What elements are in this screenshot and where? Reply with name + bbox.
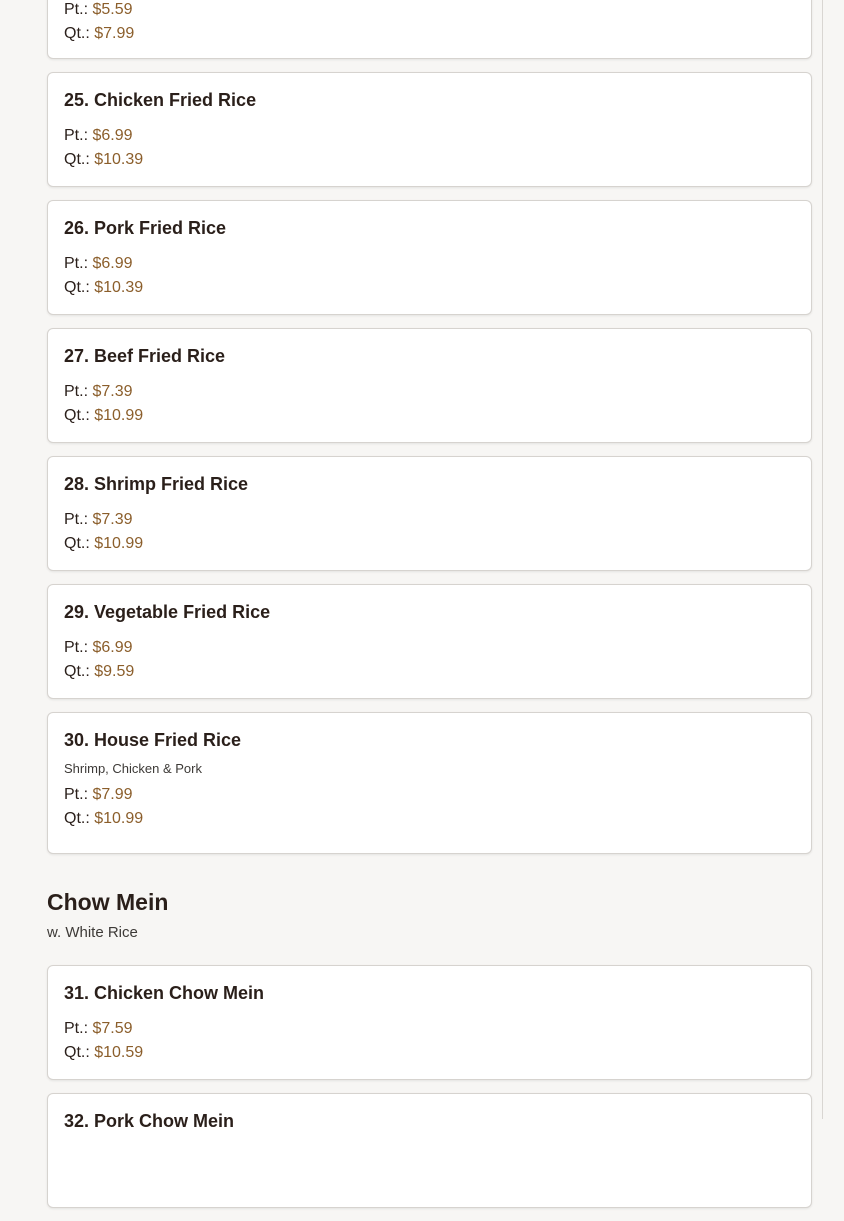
item-title: 32. Pork Chow Mein: [64, 1111, 235, 1131]
item-title: 29. Vegetable Fried Rice: [64, 602, 271, 622]
menu-item-26[interactable]: [47, 200, 812, 315]
quart-label: Qt.:: [64, 279, 90, 296]
menu-item-27[interactable]: [47, 328, 812, 443]
pint-price-line: [64, 508, 795, 532]
quart-price-line: [64, 148, 795, 172]
pint-price: $6.99: [92, 639, 133, 656]
pint-price-line: [64, 0, 795, 22]
pint-price: $7.39: [92, 511, 133, 528]
item-title: 28. Shrimp Fried Rice: [64, 474, 249, 494]
pint-price: $6.99: [92, 255, 133, 272]
section-chow-mein: [47, 888, 812, 942]
quart-price: $7.99: [94, 25, 135, 42]
quart-price: $10.39: [94, 279, 144, 296]
page-right-border: [822, 0, 823, 1119]
quart-price-line: [64, 22, 795, 46]
menu-item-32[interactable]: [47, 1093, 812, 1208]
quart-price: $9.59: [94, 663, 135, 680]
quart-label: Qt.:: [64, 25, 90, 42]
item-title: 31. Chicken Chow Mein: [64, 983, 265, 1003]
quart-price-line: [64, 1041, 795, 1065]
pint-label: Pt.:: [64, 639, 89, 656]
fried-rice-list: [47, 72, 812, 867]
quart-label: Qt.:: [64, 535, 90, 552]
quart-price-line: [64, 807, 795, 831]
item-title: 27. Beef Fried Rice: [64, 346, 226, 366]
pint-label: Pt.:: [64, 786, 89, 803]
pint-price-line: [64, 380, 795, 404]
menu-item-24-partial[interactable]: [47, 0, 812, 72]
pint-label: Pt.:: [64, 1, 89, 18]
section-title: Chow Mein: [47, 889, 169, 915]
menu-item-30[interactable]: [47, 712, 812, 854]
menu-item-25[interactable]: [47, 72, 812, 187]
menu-item-29[interactable]: [47, 584, 812, 699]
pint-label: Pt.:: [64, 1020, 89, 1037]
pint-price: $5.59: [92, 1, 133, 18]
pint-price-line: [64, 124, 795, 148]
menu-item-card[interactable]: [47, 0, 812, 59]
pint-price-line: [64, 1017, 795, 1041]
quart-price-line: [64, 276, 795, 300]
quart-label: Qt.:: [64, 1044, 90, 1061]
quart-price-line: [64, 532, 795, 556]
pint-price-line: [64, 783, 795, 807]
quart-price: $10.99: [94, 535, 144, 552]
pint-price: $7.99: [92, 786, 133, 803]
chow-mein-list: [47, 965, 812, 1221]
item-title: 26. Pork Fried Rice: [64, 218, 227, 238]
pint-label: Pt.:: [64, 255, 89, 272]
item-title: 25. Chicken Fried Rice: [64, 90, 257, 110]
pint-price: $7.59: [92, 1020, 133, 1037]
section-subtitle: w. White Rice: [47, 924, 138, 941]
quart-price-line: [64, 660, 795, 684]
quart-label: Qt.:: [64, 407, 90, 424]
quart-label: Qt.:: [64, 151, 90, 168]
pint-label: Pt.:: [64, 511, 89, 528]
menu-item-28[interactable]: [47, 456, 812, 571]
quart-label: Qt.:: [64, 810, 90, 827]
item-title: 30. House Fried Rice: [64, 730, 242, 750]
item-description: Shrimp, Chicken & Pork: [64, 761, 202, 776]
quart-label: Qt.:: [64, 663, 90, 680]
pint-price-line: [64, 636, 795, 660]
quart-price-line: [64, 404, 795, 428]
pint-price: $6.99: [92, 127, 133, 144]
pint-label: Pt.:: [64, 383, 89, 400]
pint-price-line: [64, 252, 795, 276]
pint-label: Pt.:: [64, 127, 89, 144]
quart-price: $10.99: [94, 407, 144, 424]
quart-price: $10.99: [94, 810, 144, 827]
menu-item-31[interactable]: [47, 965, 812, 1080]
quart-price: $10.39: [94, 151, 144, 168]
quart-price: $10.59: [94, 1044, 144, 1061]
pint-price: $7.39: [92, 383, 133, 400]
